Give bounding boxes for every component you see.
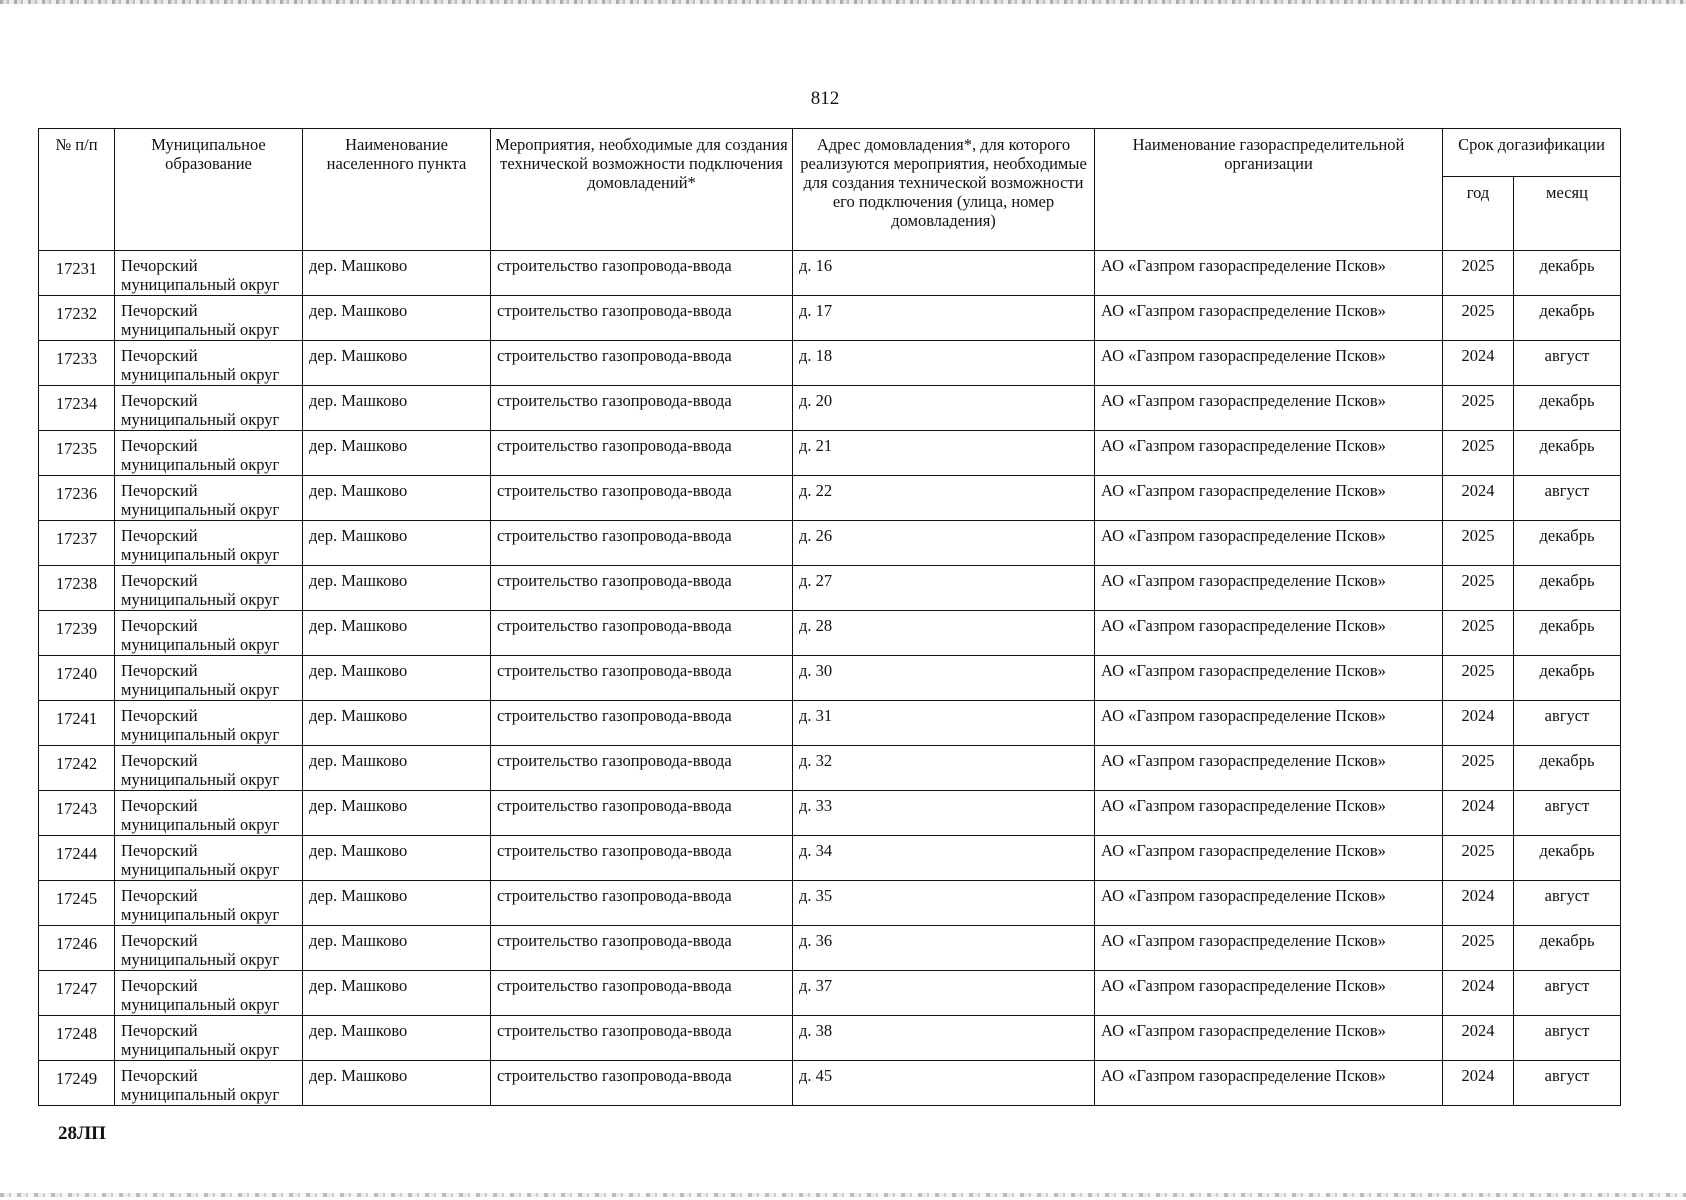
row-year: 2024 bbox=[1443, 971, 1514, 1016]
row-measure: строительство газопровода-ввода bbox=[491, 521, 793, 566]
table-row bbox=[39, 926, 1621, 971]
header-municipality: Муниципальное образование bbox=[115, 129, 303, 251]
row-municipality: Печорский муниципальный округ bbox=[115, 926, 303, 971]
row-organization: АО «Газпром газораспределение Псков» bbox=[1095, 296, 1443, 341]
row-address: д. 37 bbox=[793, 971, 1095, 1016]
header-settlement: Наименование населенного пункта bbox=[303, 129, 491, 251]
header-organization: Наименование газораспределительной организации bbox=[1095, 129, 1443, 251]
row-organization: АО «Газпром газораспределение Псков» bbox=[1095, 611, 1443, 656]
table-row bbox=[39, 701, 1621, 746]
table-row bbox=[39, 296, 1621, 341]
table-row bbox=[39, 611, 1621, 656]
row-address: д. 32 bbox=[793, 746, 1095, 791]
row-organization: АО «Газпром газораспределение Псков» bbox=[1095, 746, 1443, 791]
row-settlement: дер. Машково bbox=[303, 521, 491, 566]
row-year: 2024 bbox=[1443, 791, 1514, 836]
scan-edge-bottom bbox=[0, 1193, 1686, 1197]
table-row bbox=[39, 1016, 1621, 1061]
row-organization: АО «Газпром газораспределение Псков» bbox=[1095, 1016, 1443, 1061]
row-organization: АО «Газпром газораспределение Псков» bbox=[1095, 1061, 1443, 1106]
row-settlement: дер. Машково bbox=[303, 386, 491, 431]
row-municipality: Печорский муниципальный округ bbox=[115, 836, 303, 881]
row-measure: строительство газопровода-ввода bbox=[491, 836, 793, 881]
row-address: д. 34 bbox=[793, 836, 1095, 881]
row-municipality: Печорский муниципальный округ bbox=[115, 611, 303, 656]
row-month: август bbox=[1514, 1061, 1621, 1106]
row-settlement: дер. Машково bbox=[303, 791, 491, 836]
row-month: декабрь bbox=[1514, 836, 1621, 881]
row-municipality: Печорский муниципальный округ bbox=[115, 1061, 303, 1106]
row-month: декабрь bbox=[1514, 656, 1621, 701]
row-num: 17240 bbox=[39, 656, 115, 701]
row-settlement: дер. Машково bbox=[303, 566, 491, 611]
row-organization: АО «Газпром газораспределение Псков» bbox=[1095, 386, 1443, 431]
row-address: д. 26 bbox=[793, 521, 1095, 566]
row-month: август bbox=[1514, 476, 1621, 521]
row-measure: строительство газопровода-ввода bbox=[491, 296, 793, 341]
row-num: 17231 bbox=[39, 251, 115, 296]
row-address: д. 22 bbox=[793, 476, 1095, 521]
row-month: август bbox=[1514, 341, 1621, 386]
row-settlement: дер. Машково bbox=[303, 1061, 491, 1106]
row-num: 17249 bbox=[39, 1061, 115, 1106]
row-month: декабрь bbox=[1514, 611, 1621, 656]
row-organization: АО «Газпром газораспределение Псков» bbox=[1095, 341, 1443, 386]
table-row bbox=[39, 656, 1621, 701]
row-settlement: дер. Машково bbox=[303, 836, 491, 881]
row-address: д. 45 bbox=[793, 1061, 1095, 1106]
row-measure: строительство газопровода-ввода bbox=[491, 1016, 793, 1061]
row-num: 17241 bbox=[39, 701, 115, 746]
table-body bbox=[39, 251, 1621, 1106]
row-address: д. 36 bbox=[793, 926, 1095, 971]
row-measure: строительство газопровода-ввода bbox=[491, 431, 793, 476]
row-settlement: дер. Машково bbox=[303, 476, 491, 521]
row-measure: строительство газопровода-ввода bbox=[491, 251, 793, 296]
row-year: 2025 bbox=[1443, 431, 1514, 476]
row-address: д. 28 bbox=[793, 611, 1095, 656]
row-year: 2024 bbox=[1443, 1061, 1514, 1106]
row-measure: строительство газопровода-ввода bbox=[491, 1061, 793, 1106]
row-measure: строительство газопровода-ввода bbox=[491, 386, 793, 431]
row-num: 17238 bbox=[39, 566, 115, 611]
row-year: 2025 bbox=[1443, 656, 1514, 701]
row-settlement: дер. Машково bbox=[303, 746, 491, 791]
row-num: 17247 bbox=[39, 971, 115, 1016]
row-measure: строительство газопровода-ввода bbox=[491, 791, 793, 836]
row-municipality: Печорский муниципальный округ bbox=[115, 791, 303, 836]
row-month: декабрь bbox=[1514, 296, 1621, 341]
row-settlement: дер. Машково bbox=[303, 1016, 491, 1061]
row-address: д. 35 bbox=[793, 881, 1095, 926]
row-settlement: дер. Машково bbox=[303, 296, 491, 341]
row-year: 2025 bbox=[1443, 296, 1514, 341]
row-num: 17235 bbox=[39, 431, 115, 476]
row-month: август bbox=[1514, 881, 1621, 926]
row-month: декабрь bbox=[1514, 566, 1621, 611]
row-year: 2024 bbox=[1443, 476, 1514, 521]
row-organization: АО «Газпром газораспределение Псков» bbox=[1095, 701, 1443, 746]
row-year: 2025 bbox=[1443, 386, 1514, 431]
row-month: август bbox=[1514, 1016, 1621, 1061]
row-organization: АО «Газпром газораспределение Псков» bbox=[1095, 791, 1443, 836]
row-year: 2024 bbox=[1443, 881, 1514, 926]
table-row bbox=[39, 836, 1621, 881]
row-organization: АО «Газпром газораспределение Псков» bbox=[1095, 521, 1443, 566]
row-settlement: дер. Машково bbox=[303, 656, 491, 701]
table-row bbox=[39, 881, 1621, 926]
table-row bbox=[39, 341, 1621, 386]
row-organization: АО «Газпром газораспределение Псков» bbox=[1095, 836, 1443, 881]
row-year: 2025 bbox=[1443, 251, 1514, 296]
row-municipality: Печорский муниципальный округ bbox=[115, 251, 303, 296]
table-row bbox=[39, 971, 1621, 1016]
row-address: д. 18 bbox=[793, 341, 1095, 386]
row-num: 17243 bbox=[39, 791, 115, 836]
row-settlement: дер. Машково bbox=[303, 971, 491, 1016]
row-num: 17242 bbox=[39, 746, 115, 791]
row-organization: АО «Газпром газораспределение Псков» bbox=[1095, 431, 1443, 476]
row-municipality: Печорский муниципальный округ bbox=[115, 881, 303, 926]
row-num: 17237 bbox=[39, 521, 115, 566]
row-num: 17245 bbox=[39, 881, 115, 926]
row-settlement: дер. Машково bbox=[303, 431, 491, 476]
row-month: декабрь bbox=[1514, 746, 1621, 791]
gasification-table bbox=[38, 128, 1621, 1106]
table-header bbox=[39, 129, 1621, 251]
row-municipality: Печорский муниципальный округ bbox=[115, 656, 303, 701]
row-year: 2024 bbox=[1443, 341, 1514, 386]
row-measure: строительство газопровода-ввода bbox=[491, 611, 793, 656]
row-settlement: дер. Машково bbox=[303, 251, 491, 296]
row-organization: АО «Газпром газораспределение Псков» bbox=[1095, 656, 1443, 701]
row-settlement: дер. Машково bbox=[303, 926, 491, 971]
row-measure: строительство газопровода-ввода bbox=[491, 746, 793, 791]
row-municipality: Печорский муниципальный округ bbox=[115, 341, 303, 386]
row-municipality: Печорский муниципальный округ bbox=[115, 701, 303, 746]
row-municipality: Печорский муниципальный округ bbox=[115, 386, 303, 431]
row-measure: строительство газопровода-ввода bbox=[491, 656, 793, 701]
row-settlement: дер. Машково bbox=[303, 341, 491, 386]
row-organization: АО «Газпром газораспределение Псков» bbox=[1095, 476, 1443, 521]
header-measures: Мероприятия, необходимые для создания технической возможности подключения домовладений* bbox=[491, 129, 793, 251]
row-num: 17233 bbox=[39, 341, 115, 386]
row-measure: строительство газопровода-ввода bbox=[491, 476, 793, 521]
row-organization: АО «Газпром газораспределение Псков» bbox=[1095, 881, 1443, 926]
table-row bbox=[39, 251, 1621, 296]
row-address: д. 27 bbox=[793, 566, 1095, 611]
row-address: д. 38 bbox=[793, 1016, 1095, 1061]
row-num: 17232 bbox=[39, 296, 115, 341]
row-num: 17246 bbox=[39, 926, 115, 971]
row-month: декабрь bbox=[1514, 926, 1621, 971]
table-row bbox=[39, 566, 1621, 611]
row-measure: строительство газопровода-ввода bbox=[491, 881, 793, 926]
table-row bbox=[39, 521, 1621, 566]
row-organization: АО «Газпром газораспределение Псков» bbox=[1095, 971, 1443, 1016]
table-row bbox=[39, 476, 1621, 521]
row-municipality: Печорский муниципальный округ bbox=[115, 566, 303, 611]
row-address: д. 20 bbox=[793, 386, 1095, 431]
row-organization: АО «Газпром газораспределение Псков» bbox=[1095, 926, 1443, 971]
header-term: Срок догазификации bbox=[1443, 129, 1621, 177]
table-row bbox=[39, 386, 1621, 431]
header-year: год bbox=[1443, 177, 1514, 251]
header-num: № п/п bbox=[39, 129, 115, 251]
page-number: 812 bbox=[810, 88, 840, 109]
row-municipality: Печорский муниципальный округ bbox=[115, 296, 303, 341]
header-address: Адрес домовладения*, для которого реализуются мероприятия, необходимые для создания технической возможности его подключения (улица, номер домовладения) bbox=[793, 129, 1095, 251]
row-settlement: дер. Машково bbox=[303, 881, 491, 926]
row-settlement: дер. Машково bbox=[303, 701, 491, 746]
row-address: д. 21 bbox=[793, 431, 1095, 476]
row-month: декабрь bbox=[1514, 251, 1621, 296]
row-address: д. 30 bbox=[793, 656, 1095, 701]
table-row bbox=[39, 431, 1621, 476]
row-measure: строительство газопровода-ввода bbox=[491, 926, 793, 971]
footer-code: 28ЛП bbox=[58, 1123, 106, 1144]
row-municipality: Печорский муниципальный округ bbox=[115, 431, 303, 476]
row-municipality: Печорский муниципальный округ bbox=[115, 476, 303, 521]
row-num: 17239 bbox=[39, 611, 115, 656]
row-year: 2025 bbox=[1443, 926, 1514, 971]
row-municipality: Печорский муниципальный округ bbox=[115, 521, 303, 566]
row-month: декабрь bbox=[1514, 521, 1621, 566]
table-row bbox=[39, 1061, 1621, 1106]
row-municipality: Печорский муниципальный округ bbox=[115, 971, 303, 1016]
row-month: август bbox=[1514, 971, 1621, 1016]
row-year: 2024 bbox=[1443, 1016, 1514, 1061]
row-month: август bbox=[1514, 701, 1621, 746]
row-organization: АО «Газпром газораспределение Псков» bbox=[1095, 566, 1443, 611]
row-measure: строительство газопровода-ввода bbox=[491, 971, 793, 1016]
table-row bbox=[39, 746, 1621, 791]
row-municipality: Печорский муниципальный округ bbox=[115, 746, 303, 791]
row-address: д. 17 bbox=[793, 296, 1095, 341]
row-month: август bbox=[1514, 791, 1621, 836]
row-address: д. 33 bbox=[793, 791, 1095, 836]
row-address: д. 16 bbox=[793, 251, 1095, 296]
row-measure: строительство газопровода-ввода bbox=[491, 566, 793, 611]
row-measure: строительство газопровода-ввода bbox=[491, 341, 793, 386]
row-settlement: дер. Машково bbox=[303, 611, 491, 656]
row-organization: АО «Газпром газораспределение Псков» bbox=[1095, 251, 1443, 296]
row-municipality: Печорский муниципальный округ bbox=[115, 1016, 303, 1061]
row-year: 2025 bbox=[1443, 611, 1514, 656]
row-year: 2024 bbox=[1443, 701, 1514, 746]
row-month: декабрь bbox=[1514, 386, 1621, 431]
row-num: 17248 bbox=[39, 1016, 115, 1061]
row-year: 2025 bbox=[1443, 836, 1514, 881]
row-year: 2025 bbox=[1443, 566, 1514, 611]
row-num: 17244 bbox=[39, 836, 115, 881]
row-address: д. 31 bbox=[793, 701, 1095, 746]
row-num: 17236 bbox=[39, 476, 115, 521]
scan-edge-top bbox=[0, 0, 1686, 4]
table-row bbox=[39, 791, 1621, 836]
row-month: декабрь bbox=[1514, 431, 1621, 476]
header-month: месяц bbox=[1514, 177, 1621, 251]
row-year: 2025 bbox=[1443, 521, 1514, 566]
row-year: 2025 bbox=[1443, 746, 1514, 791]
row-measure: строительство газопровода-ввода bbox=[491, 701, 793, 746]
row-num: 17234 bbox=[39, 386, 115, 431]
